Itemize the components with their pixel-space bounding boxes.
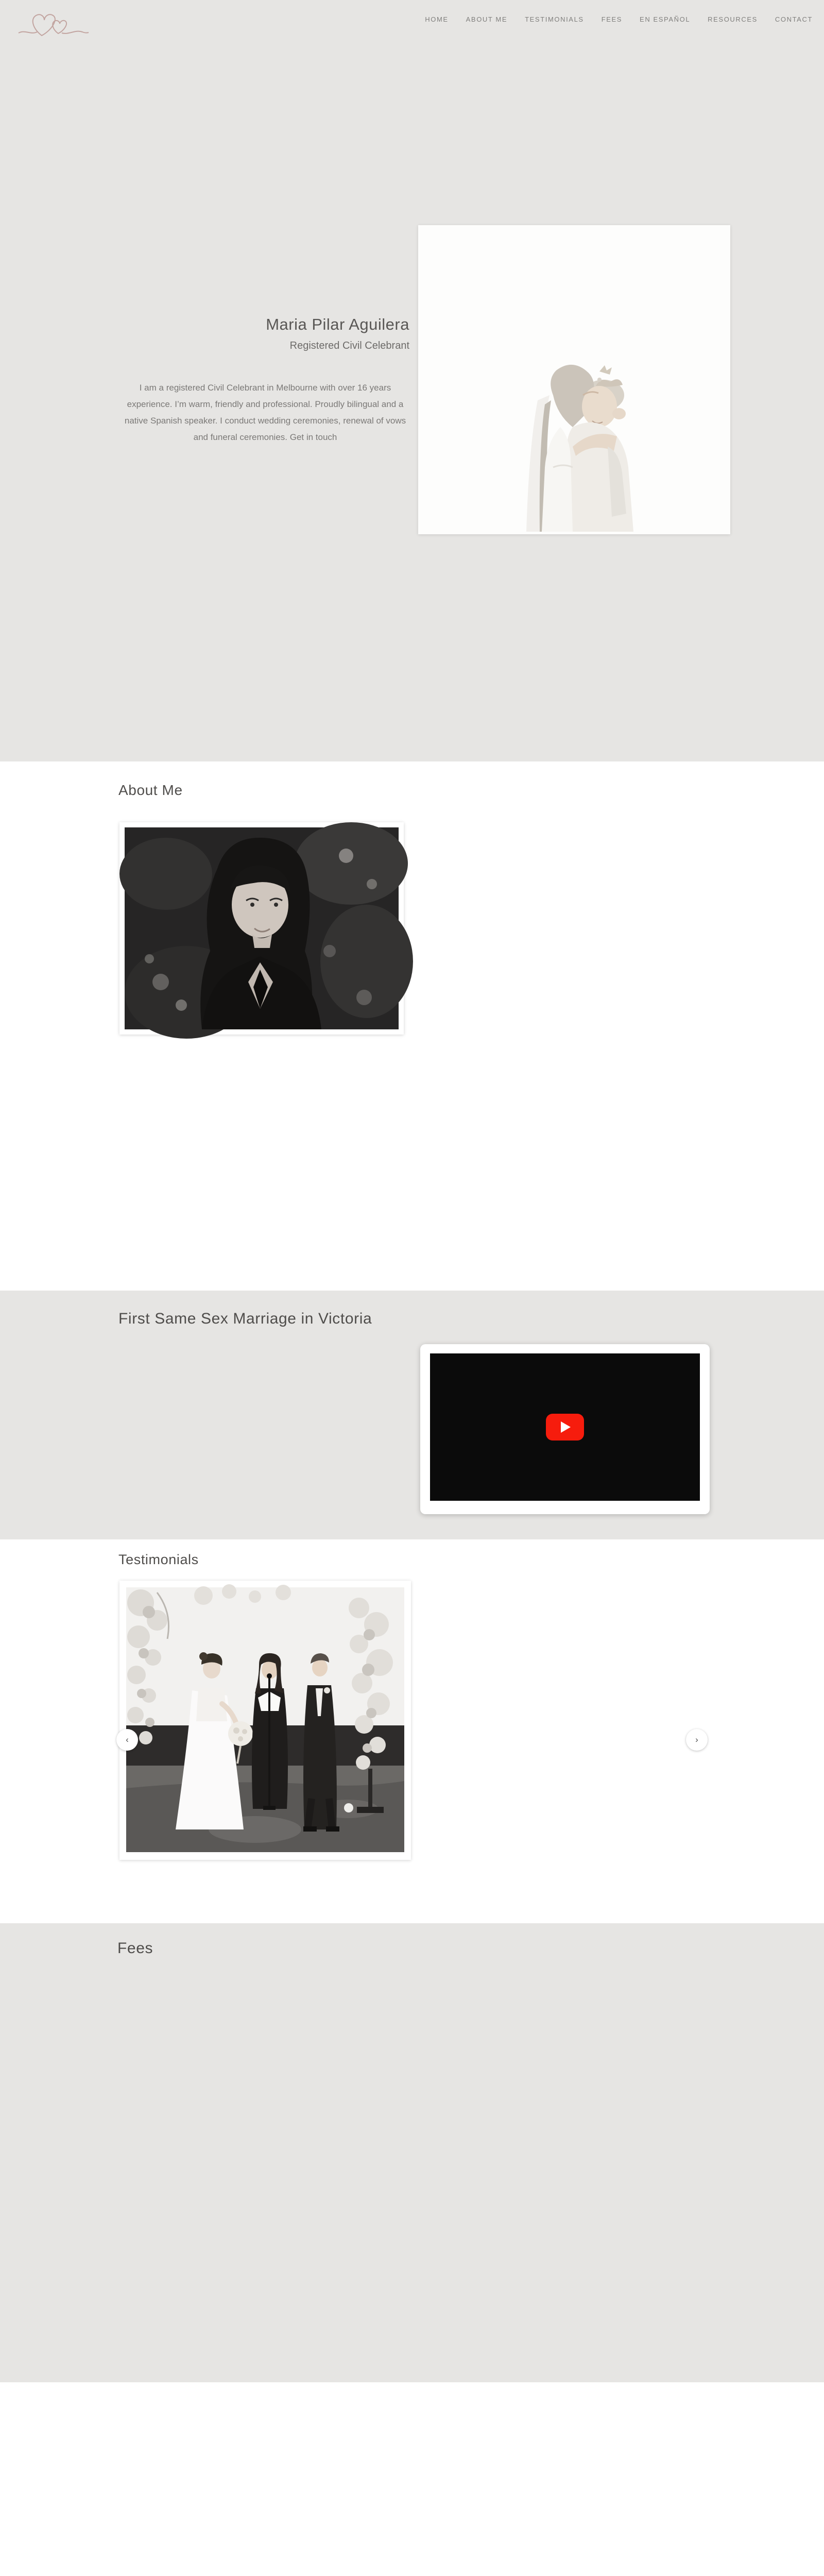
youtube-video-player[interactable]: [430, 1353, 700, 1501]
about-portrait-card: [119, 822, 404, 1035]
hero-subtitle: Registered Civil Celebrant: [289, 340, 409, 351]
nav-item[interactable]: ABOUT ME: [466, 15, 508, 23]
chevron-left-icon: ‹: [126, 1735, 129, 1744]
nav-item[interactable]: TESTIMONIALS: [525, 15, 584, 23]
main-nav: [425, 15, 813, 23]
page-title: Maria Pilar Aguilera: [266, 315, 409, 333]
hearts-logo[interactable]: [18, 6, 90, 42]
testimonial-ceremony-photo: [126, 1587, 404, 1852]
nav-item[interactable]: HOME: [425, 15, 449, 23]
nav-item[interactable]: FEES: [601, 15, 623, 23]
carousel-next-button[interactable]: [686, 1729, 708, 1751]
same-sex-marriage-section: [0, 1291, 824, 1539]
carousel-prev-button[interactable]: [116, 1729, 138, 1751]
testimonials-section: [0, 1539, 824, 1923]
hero-photo-card: [418, 225, 730, 534]
hero-embrace-photo: [418, 225, 730, 534]
testimonials-heading: Testimonials: [118, 1552, 199, 1567]
fees-heading: Fees: [117, 1940, 153, 1957]
fees-section: [0, 1923, 824, 2382]
hero-section: [0, 0, 824, 761]
hero-text-block: [121, 315, 409, 446]
youtube-play-button[interactable]: [546, 1414, 584, 1440]
youtube-video-card: [420, 1344, 710, 1514]
about-heading: About Me: [118, 782, 183, 798]
nav-item[interactable]: CONTACT: [775, 15, 813, 23]
about-section: [0, 761, 824, 1291]
ssm-heading: First Same Sex Marriage in Victoria: [118, 1310, 372, 1327]
about-portrait-photo: [125, 827, 399, 1029]
chevron-right-icon: ›: [695, 1735, 698, 1744]
nav-item[interactable]: RESOURCES: [708, 15, 758, 23]
nav-item[interactable]: EN ESPAÑOL: [640, 15, 691, 23]
testimonial-photo-card: [119, 1581, 411, 1860]
hero-intro-paragraph: I am a registered Civil Celebrant in Melbourne with over 16 years experience. I’m warm, friendly and professional. Proudly bilingual and a native Spanish speaker. I conduct wedding ceremonies, renewal of vows and funeral ceremonies. Get in touch: [124, 383, 406, 442]
